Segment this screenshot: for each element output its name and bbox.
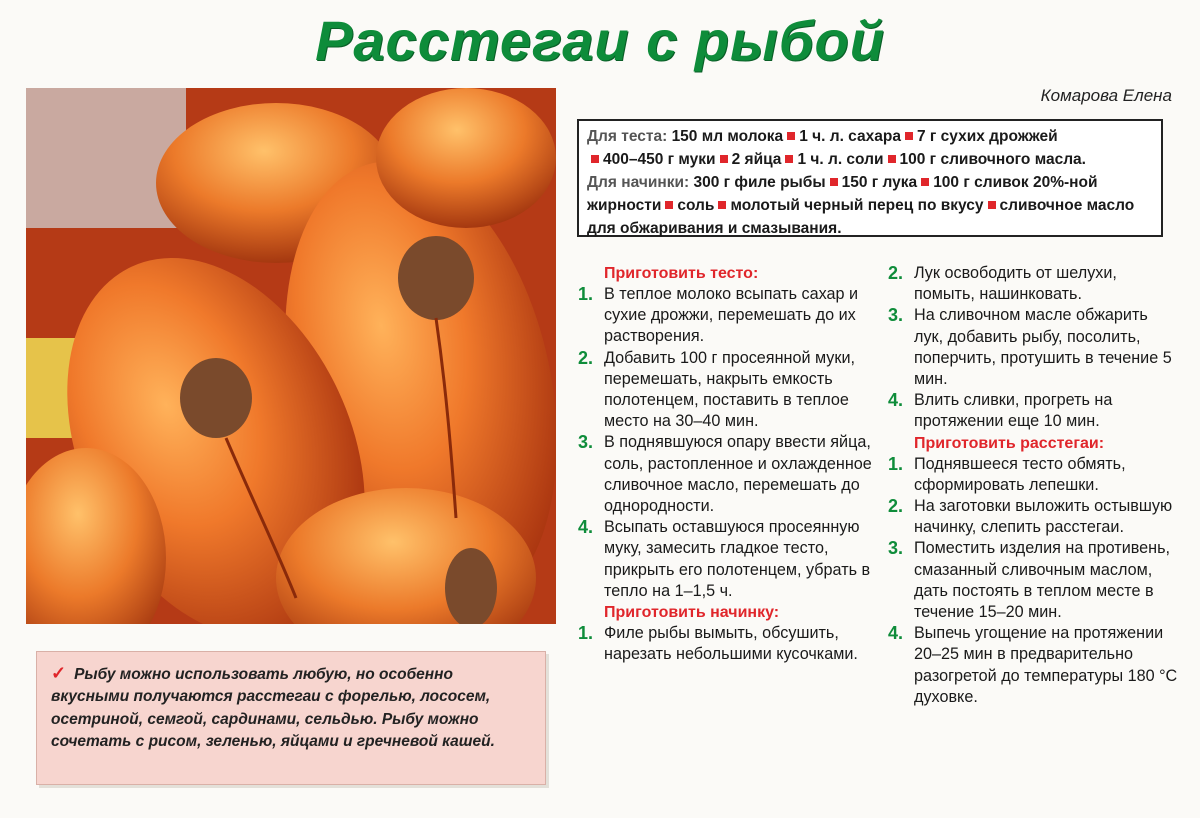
- bullet-square-icon: [921, 178, 929, 186]
- ingredient: молотый черный перец по вкусу: [730, 197, 984, 214]
- ingredient: соль: [677, 197, 715, 214]
- step-text: На заготовки выложить остывшую начинку, слепить расстегаи.: [914, 497, 1173, 537]
- step-text: Всыпать оставшуюся просеянную муку, замесить гладкое тесто, прикрыть его полотенцем, убрать в тепло на 1–1,5 ч.: [604, 518, 871, 600]
- step-text: В поднявшуюся опару ввести яйца, соль, растопленное и охлажденное сливочное масло, перемешать до однородности.: [604, 433, 872, 516]
- step-number: 3.: [888, 538, 904, 559]
- step-item: [888, 454, 1178, 496]
- ingredient: 300 г филе рыбы: [693, 174, 826, 191]
- filling-ingredients-label: Для начинки:: [587, 174, 690, 191]
- bullet-square-icon: [591, 155, 599, 163]
- dough-ingredients-label: Для теста:: [587, 128, 668, 145]
- step-text: На сливочном масле обжарить лук, добавить рыбу, посолить, поперчить, протушить в течение 5 мин.: [914, 306, 1172, 389]
- bullet-square-icon: [830, 178, 838, 186]
- step-item: [578, 284, 873, 348]
- step-text: Филе рыбы вымыть, обсушить, нарезать небольшими кусочками.: [604, 624, 858, 664]
- step-text: Влить сливки, прогреть на протяжении еще 10 мин.: [914, 391, 1113, 431]
- section-title-dough: Приготовить тесто:: [604, 265, 759, 282]
- step-item: [578, 432, 873, 517]
- recipe-title: Расстегаи с рыбой: [315, 9, 885, 72]
- bullet-square-icon: [905, 132, 913, 140]
- step-number: 4.: [888, 390, 904, 411]
- section-title-rastegai: Приготовить расстегаи:: [914, 434, 1105, 452]
- step-text: В теплое молоко всыпать сахар и сухие дрожжи, перемешать до их растворения.: [604, 285, 859, 346]
- step-item: [578, 348, 873, 433]
- bullet-square-icon: [785, 155, 793, 163]
- ingredient: 100 г сливок 20%-ной жирности: [587, 174, 1098, 214]
- pies-photo: [26, 88, 556, 624]
- step-text: Лук освободить от шелухи, помыть, нашинковать.: [914, 264, 1117, 304]
- step-item: [888, 538, 1178, 623]
- step-item: [888, 263, 1178, 305]
- author-name: Комарова Елена: [1040, 86, 1172, 105]
- ingredient: сливочное масло для обжаривания и смазывания.: [587, 197, 1135, 237]
- checkmark-icon: ✓: [51, 663, 67, 683]
- step-text: Выпечь угощение на протяжении 20–25 мин в предварительно разогретой до температуры 180 °С духовке.: [914, 624, 1178, 706]
- ingredient: 2 яйца: [731, 151, 782, 168]
- step-item: [888, 623, 1178, 708]
- step-number: 2.: [888, 496, 904, 517]
- bullet-square-icon: [718, 201, 726, 209]
- tip-box: [36, 651, 546, 785]
- step-text: Поднявшееся тесто обмять, сформировать лепешки.: [914, 454, 1126, 494]
- steps-column-right: [888, 263, 1178, 708]
- ingredient: 7 г сухих дрожжей: [916, 128, 1058, 145]
- step-number: 1.: [578, 623, 594, 644]
- bullet-square-icon: [787, 132, 795, 140]
- bullet-square-icon: [988, 201, 996, 209]
- step-number: 4.: [888, 623, 904, 644]
- ingredient: 1 ч. л. сахара: [799, 128, 901, 145]
- ingredient: 400–450 г муки: [603, 151, 716, 168]
- step-item: [578, 517, 873, 602]
- step-item: [888, 305, 1178, 390]
- step-number: 2.: [578, 347, 594, 368]
- step-text: Добавить 100 г просеянной муки, перемешать, накрыть емкость полотенцем, поставить в теплое место на 30–40 мин.: [604, 348, 856, 431]
- step-text: Поместить изделия на противень, смазанный сливочным маслом, дать постоять в теплом месте в течение 15–20 мин.: [914, 539, 1171, 622]
- bullet-square-icon: [665, 201, 673, 209]
- step-item: [578, 623, 873, 665]
- step-number: 3.: [578, 432, 594, 453]
- step-number: 2.: [888, 263, 904, 283]
- step-number: 1.: [578, 284, 594, 304]
- ingredient: 1 ч. л. соли: [797, 151, 884, 168]
- section-title-filling: Приготовить начинку:: [604, 604, 780, 622]
- step-number: 3.: [888, 305, 904, 326]
- ingredient: 150 г лука: [841, 174, 918, 191]
- steps-column-left: [578, 263, 873, 665]
- ingredients-box: [577, 119, 1163, 237]
- ingredient: 100 г сливочного масла.: [899, 151, 1086, 168]
- bullet-square-icon: [888, 155, 896, 163]
- ingredient: 150 мл молока: [671, 128, 784, 145]
- step-number: 4.: [578, 517, 594, 538]
- bullet-square-icon: [720, 155, 728, 163]
- step-number: 1.: [888, 453, 904, 474]
- step-item: [888, 390, 1178, 432]
- step-item: [888, 496, 1178, 538]
- tip-text: Рыбу можно использовать любую, но особенно вкусными получаются расстегаи с форелью, лососем, осетриной, семгой, сардинами, сельдью. Рыбу можно сочетать с рисом, зеленью, яйцами и гречневой кашей.: [51, 666, 495, 751]
